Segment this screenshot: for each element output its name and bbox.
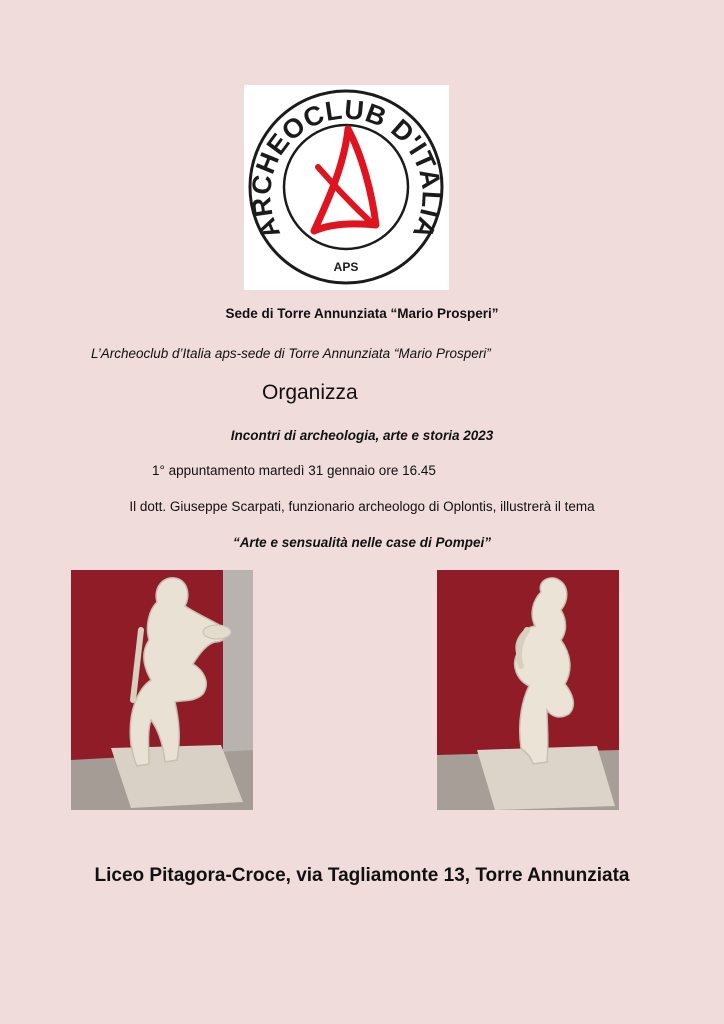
speaker-line: Il dott. Giuseppe Scarpati, funzionario archeologo di Oplontis, illustrerà il tema xyxy=(129,499,595,514)
centaur-statue-bearded-photo xyxy=(71,570,253,810)
series-title: Incontri di archeologia, arte e storia 2023 xyxy=(230,428,494,443)
archeoclub-logo xyxy=(244,85,449,290)
intro-line: L’Archeoclub d’Italia aps-sede di Torre Annunziata “Mario Prosperi” xyxy=(91,346,491,361)
logo-emblem xyxy=(244,85,449,290)
venue-line: Liceo Pitagora-Croce, via Tagliamonte 13, Torre Annunziata xyxy=(94,865,630,886)
logo-aps-text: APS xyxy=(333,260,359,274)
sede-heading: Sede di Torre Annunziata “Mario Prosperi” xyxy=(225,306,499,321)
organizza-heading: Organizza xyxy=(262,381,358,404)
centaur-statue-young-photo xyxy=(437,570,619,810)
appointment-line: 1° appuntamento martedì 31 gennaio ore 16.45 xyxy=(152,463,436,478)
talk-title: “Arte e sensualità nelle case di Pompei” xyxy=(232,535,492,550)
logo-ring-text: ARCHEOCLUB D'ITALIA xyxy=(246,94,447,244)
